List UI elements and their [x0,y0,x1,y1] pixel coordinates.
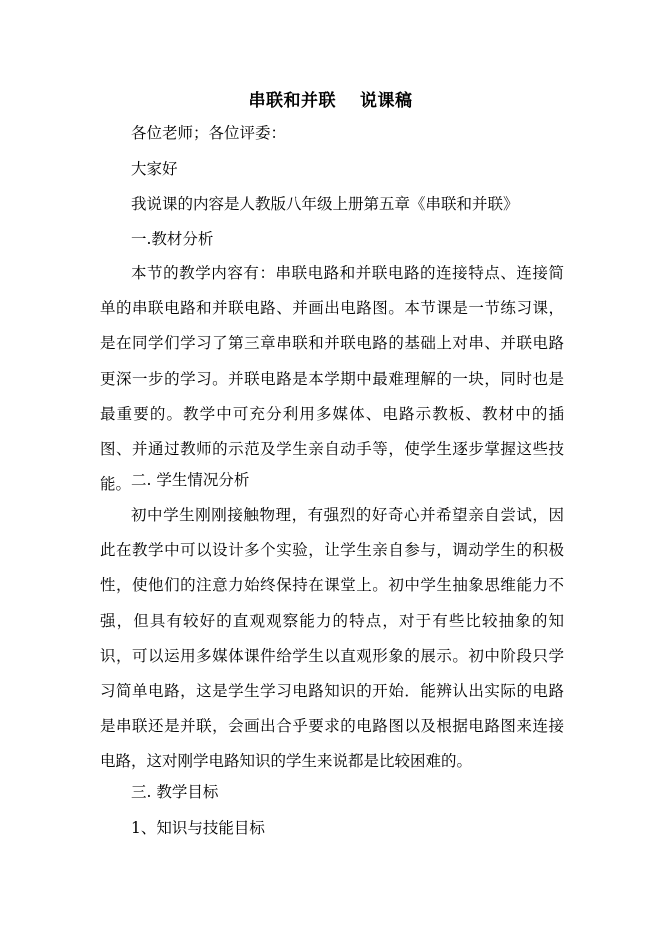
section1-heading: 一.教材分析 [131,230,214,248]
section3-subheading: 1、知识与技能目标 [131,819,265,837]
section2-heading: 二. 学生情况分析 [131,471,250,489]
section3-heading: 三. 教学目标 [131,783,219,801]
section1-paragraph: 本节的教学内容有：串联电路和并联电路的连接特点、连接简单的串联电路和并联电路、并画出电路图。本节课是一节练习课，是在同学们学习了第三章串联和并联电路的基础上对串、并联电路更深一步的学习。并联电路是本学期中最难理解的一块，同时也是最重要的。教学中可充分利用多媒体、电路示教板、教材中的插图、并通过教师的示范及学生亲自动手等，使学生逐步掌握这些技能。 [100,264,564,494]
greeting-line: 各位老师；各位评委： [131,124,287,142]
intro-line: 我说课的内容是人教版八年级上册第五章《串联和并联》 [131,195,519,213]
section2-paragraph: 初中学生刚刚接触物理，有强烈的好奇心并希望亲自尝试，因此在教学中可以设计多个实验，让学生亲自参与，调动学生的积极性，使他们的注意力始终保持在课堂上。初中学生抽象思维能力不强，但具有较好的直观观察能力的特点，对于有些比较抽象的知识，可以运用多媒体课件给学生以直观形象的展示。初中阶段只学习简单电路，这是学生学习电路知识的开始．能辨认出实际的电路是串联还是并联，会画出合乎要求的电路图以及根据电路图来连接电路，这对刚学电路知识的学生来说都是比较困难的。 [100,506,564,771]
document-title: 串联和并联 说课稿 [248,91,413,111]
hello-line: 大家好 [131,160,178,178]
